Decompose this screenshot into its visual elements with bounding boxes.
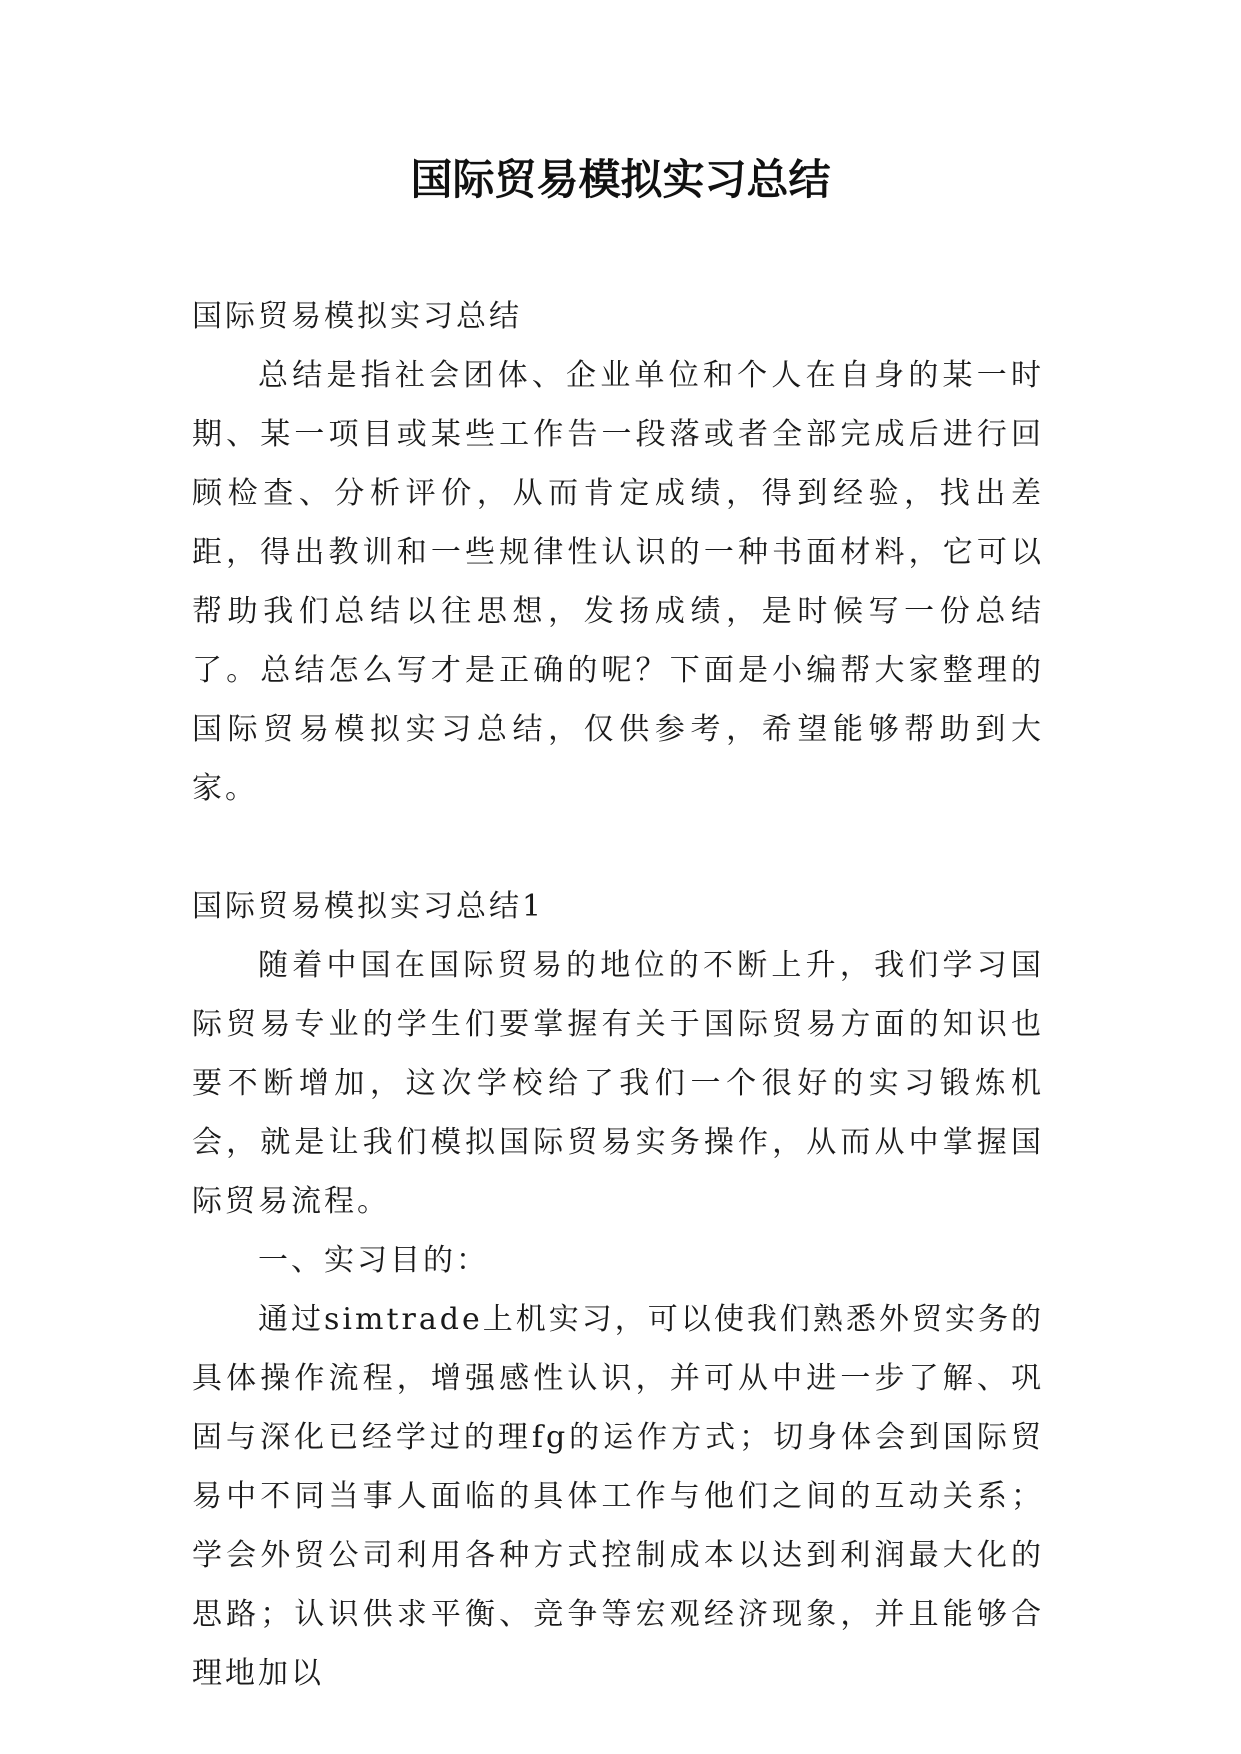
item-heading: 一、实习目的：	[258, 1243, 489, 1278]
document-subtitle: 国际贸易模拟实习总结	[192, 299, 522, 334]
item-paragraph: 通过simtrade上机实习，可以使我们熟悉外贸实务的具体操作流程，增强感性认识，并可从中进一步了解、巩固与深化已经学过的理fg的运作方式；切身体会到国际贸易中不同当事人面临的具体工作与他们之间的互动关系；学会外贸公司利用各种方式控制成本以达到利润最大化的思路；认识供求平衡、竞争等宏观经济现象，并且能够合理地加以	[192, 1302, 1044, 1691]
section-paragraph: 随着中国在国际贸易的地位的不断上升，我们学习国际贸易专业的学生们要掌握有关于国际贸易方面的知识也要不断增加，这次学校给了我们一个很好的实习锻炼机会，就是让我们模拟国际贸易实务操作，从而从中掌握国际贸易流程。	[192, 948, 1044, 1219]
document-title: 国际贸易模拟实习总结	[410, 155, 831, 204]
section-heading: 国际贸易模拟实习总结1	[192, 889, 545, 924]
intro-paragraph: 总结是指社会团体、企业单位和个人在自身的某一时期、某一项目或某些工作告一段落或者全部完成后进行回顾检查、分析评价，从而肯定成绩，得到经验，找出差距，得出教训和一些规律性认识的一种书面材料，它可以帮助我们总结以往思想，发扬成绩，是时候写一份总结了。总结怎么写才是正确的呢？下面是小编帮大家整理的国际贸易模拟实习总结，仅供参考，希望能够帮助到大家。	[192, 358, 1044, 806]
document-body	[192, 287, 1044, 1703]
paragraph-spacer	[192, 818, 1044, 877]
